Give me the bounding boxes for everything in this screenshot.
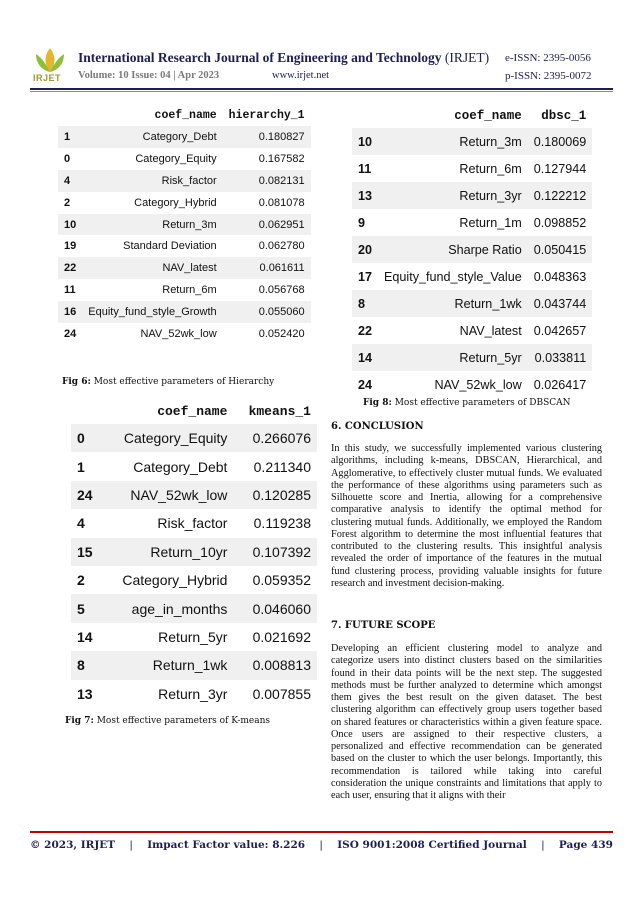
column-header <box>58 104 82 126</box>
row-index: 1 <box>58 126 82 148</box>
coef-name-cell: Category_Equity <box>102 424 233 452</box>
table-row <box>352 209 592 236</box>
coef-name-cell: Return_3m <box>82 214 222 236</box>
coef-value-cell: 0.180827 <box>223 126 311 148</box>
fig6-caption <box>62 377 274 387</box>
journal-abbr: (IRJET) <box>444 50 490 65</box>
row-index: 2 <box>77 572 85 589</box>
coef-name-cell: Return_6m <box>162 284 217 297</box>
footer-iso: ISO 9001:2008 Certified Journal <box>337 839 527 851</box>
table-row <box>71 680 317 708</box>
coef-value-cell: 0.055060 <box>223 301 311 323</box>
fig8-table <box>352 104 592 398</box>
column-header: kmeans_1 <box>248 403 311 419</box>
footer-rule <box>30 831 613 833</box>
coef-name-cell: Category_Equity <box>135 152 217 165</box>
table-row <box>58 235 311 257</box>
table-row <box>352 317 592 344</box>
coef-name-cell: Risk_factor <box>157 515 228 532</box>
coef-name-cell: Return_1m <box>459 215 522 230</box>
coef-value-cell: 0.056768 <box>258 284 305 297</box>
coef-value-cell: 0.122212 <box>528 182 593 209</box>
table-row <box>352 128 592 155</box>
coef-name-cell: Return_5yr <box>378 344 528 371</box>
coef-value-cell: 0.042657 <box>533 323 587 338</box>
table-row <box>352 236 592 263</box>
table-row <box>58 192 311 214</box>
coef-value-cell: 0.211340 <box>253 458 311 475</box>
coef-value-cell: 0.046060 <box>233 594 317 622</box>
coef-name-cell: Return_10yr <box>102 538 233 566</box>
row-index: 11 <box>358 161 372 176</box>
coef-value-cell: 0.048363 <box>533 269 587 284</box>
coef-name-cell: Return_3yr <box>158 685 228 702</box>
row-index: 15 <box>71 538 102 566</box>
coef-name-cell: Sharpe Ratio <box>378 236 528 263</box>
eissn: e-ISSN: 2395-0056 <box>505 52 591 64</box>
coef-name-cell: NAV_latest <box>82 257 222 279</box>
footer-separator: | <box>129 839 133 851</box>
row-index: 9 <box>358 215 366 230</box>
coef-value-cell: 0.167582 <box>258 152 305 165</box>
coef-name-cell: Category_Debt <box>82 126 222 148</box>
row-index: 13 <box>77 685 93 702</box>
column-header <box>352 104 378 128</box>
header-rule <box>30 88 613 90</box>
table-row <box>352 290 592 317</box>
footer-copyright: © 2023, IRJET <box>30 839 116 851</box>
table-row <box>58 170 311 192</box>
fig6-table <box>58 104 311 345</box>
fig8-caption-text: Most effective parameters of DBSCAN <box>391 398 571 408</box>
row-index: 20 <box>352 236 378 263</box>
row-index: 5 <box>71 594 102 622</box>
table-row <box>58 148 311 170</box>
coef-value-cell: 0.082131 <box>223 170 311 192</box>
journal-title <box>78 50 489 66</box>
row-index: 17 <box>358 269 373 284</box>
journal-name: International Research Journal of Engineering and Technology <box>78 50 442 65</box>
website-link[interactable]: www.irjet.net <box>272 70 330 81</box>
coef-value-cell: 0.098852 <box>533 215 587 230</box>
row-index: 10 <box>352 128 378 155</box>
table-row <box>352 344 592 371</box>
row-index: 24 <box>71 481 102 509</box>
coef-name-cell: NAV_52wk_low <box>140 327 217 340</box>
coef-name-cell: Return_5yr <box>158 628 228 645</box>
table-row <box>58 257 311 279</box>
coef-name-cell: Category_Hybrid <box>134 196 217 209</box>
row-index: 22 <box>58 257 82 279</box>
footer-impact-factor: Impact Factor value: 8.226 <box>147 839 306 851</box>
row-index: 10 <box>58 214 82 236</box>
column-header <box>71 398 102 424</box>
future-scope-heading: 7. FUTURE SCOPE <box>331 620 436 631</box>
coef-name-cell: NAV_52wk_low <box>434 377 522 392</box>
coef-value-cell: 0.021692 <box>252 628 311 645</box>
coef-value-cell: 0.061611 <box>223 257 311 279</box>
coef-value-cell: 0.043744 <box>528 290 593 317</box>
coef-value-cell: 0.119238 <box>253 515 311 532</box>
row-index: 13 <box>352 182 378 209</box>
footer-separator: | <box>319 839 323 851</box>
column-header: hierarchy_1 <box>228 108 305 122</box>
coef-value-cell: 0.050415 <box>528 236 593 263</box>
footer <box>30 839 613 851</box>
coef-name-cell: Category_Hybrid <box>122 572 228 589</box>
row-index: 11 <box>64 284 76 297</box>
table-row <box>58 279 311 301</box>
table-row <box>58 126 311 148</box>
coef-value-cell: 0.033811 <box>528 344 593 371</box>
table-row <box>71 651 317 679</box>
table-row <box>58 323 311 345</box>
row-index: 24 <box>358 377 373 392</box>
table-row <box>352 182 592 209</box>
row-index: 24 <box>64 327 77 340</box>
table-row <box>352 263 592 290</box>
coef-value-cell: 0.026417 <box>533 377 587 392</box>
coef-name-cell: Equity_fund_style_Value <box>384 269 522 284</box>
fig6-caption-label: Fig 6: <box>62 377 91 387</box>
pissn: p-ISSN: 2395-0072 <box>505 70 592 82</box>
row-index: 8 <box>352 290 378 317</box>
row-index: 14 <box>352 344 378 371</box>
coef-name-cell: Return_3m <box>378 128 528 155</box>
table-header-row <box>71 398 317 424</box>
footer-separator: | <box>541 839 545 851</box>
coef-value-cell: 0.127944 <box>533 161 587 176</box>
coef-value-cell: 0.120285 <box>233 481 317 509</box>
table-header-row <box>352 104 592 128</box>
coef-value-cell: 0.008813 <box>233 651 317 679</box>
column-header: dbsc_1 <box>541 109 587 123</box>
coef-value-cell: 0.059352 <box>252 572 311 589</box>
fig7-table <box>71 398 317 708</box>
row-index: 8 <box>71 651 102 679</box>
row-index: 14 <box>77 628 93 645</box>
row-index: 0 <box>64 152 71 165</box>
row-index: 22 <box>358 323 373 338</box>
coef-value-cell: 0.062780 <box>258 240 305 253</box>
coef-value-cell: 0.107392 <box>233 538 317 566</box>
table-row <box>71 424 317 452</box>
future-scope-paragraph: Developing an efficient clustering model to analyze and categorize users into distinct clusters based on the similarities found in their data points will be the next step. The suggested methods must be further analyzed to determine which amongst them gives the best result on the given dataset. The best clustering algorithm can effectively group users together based on shared features or characteristics within a given feature space. Once users are assigned to their respective clusters, a personalized and effective recommendation can be generated based on the cluster to which the user belongs. Importantly, this recommendation is tailored while taking into careful consideration the unique constraints and limitations that apply to each user, ensuring that it aligns with their <box>331 643 602 801</box>
coef-value-cell: 0.266076 <box>233 424 317 452</box>
row-index: 4 <box>77 515 85 532</box>
fig8-caption-label: Fig 8: <box>363 398 392 408</box>
row-index: 16 <box>58 301 82 323</box>
column-header: coef_name <box>154 108 217 122</box>
fig7-caption-text: Most effective parameters of K-means <box>93 716 271 726</box>
logo-text: IRJET <box>33 73 62 83</box>
coef-value-cell: 0.052420 <box>258 327 305 340</box>
conclusion-heading: 6. CONCLUSION <box>331 421 424 432</box>
table-row <box>352 155 592 182</box>
table-row <box>71 538 317 566</box>
coef-name-cell: Return_1wk <box>102 651 233 679</box>
coef-name-cell: Standard Deviation <box>123 240 217 253</box>
row-index: 19 <box>64 240 77 253</box>
coef-name-cell: Return_3yr <box>378 182 528 209</box>
table-header-row <box>58 104 311 126</box>
table-row <box>58 214 311 236</box>
row-index: 0 <box>71 424 102 452</box>
row-index: 1 <box>77 458 85 475</box>
coef-name-cell: Category_Debt <box>133 458 228 475</box>
fig8-caption <box>363 398 571 408</box>
header-rule-thin <box>30 91 613 92</box>
table-row <box>71 566 317 594</box>
coef-name-cell: Equity_fund_style_Growth <box>82 301 222 323</box>
coef-name-cell: age_in_months <box>102 594 233 622</box>
table-row <box>71 452 317 480</box>
conclusion-paragraph: In this study, we successfully implemented various clustering algorithms, including k-means, DBSCAN, Hierarchical, and Agglomerative, to effectively cluster mutual funds. We evaluated the performance of these algorithms using parameters such as Silhouette score and Inertia, allowing for a comprehensive comparative analysis to identify the optimal method for clustering mutual funds. Additionally, we employed the Random Forest algorithm to determine the most influential features that contributed to the clustering results. This insightful analysis revealed the order of importance of the features in the mutual fund clustering process, providing valuable insights for future research and investment decision-making. <box>331 443 602 589</box>
coef-name-cell: NAV_52wk_low <box>102 481 233 509</box>
fig7-caption-label: Fig 7: <box>65 716 94 726</box>
row-index: 2 <box>64 196 71 209</box>
fig6-caption-text: Most effective parameters of Hierarchy <box>90 377 275 387</box>
row-index: 4 <box>58 170 82 192</box>
table-row <box>71 481 317 509</box>
volume-issue: Volume: 10 Issue: 04 | Apr 2023 <box>78 70 220 81</box>
coef-name-cell: Return_1wk <box>378 290 528 317</box>
fig7-caption <box>65 716 270 726</box>
table-row <box>58 301 311 323</box>
coef-value-cell: 0.062951 <box>223 214 311 236</box>
footer-page-number: Page 439 <box>558 839 613 851</box>
column-header: coef_name <box>157 403 228 419</box>
table-row <box>71 623 317 651</box>
coef-value-cell: 0.007855 <box>252 685 311 702</box>
column-header: coef_name <box>454 109 522 123</box>
table-row <box>352 371 592 398</box>
coef-value-cell: 0.081078 <box>258 196 305 209</box>
coef-name-cell: NAV_latest <box>459 323 522 338</box>
coef-value-cell: 0.180069 <box>528 128 593 155</box>
coef-name-cell: Risk_factor <box>82 170 222 192</box>
coef-name-cell: Return_6m <box>459 161 522 176</box>
table-row <box>71 509 317 537</box>
table-row <box>71 594 317 622</box>
